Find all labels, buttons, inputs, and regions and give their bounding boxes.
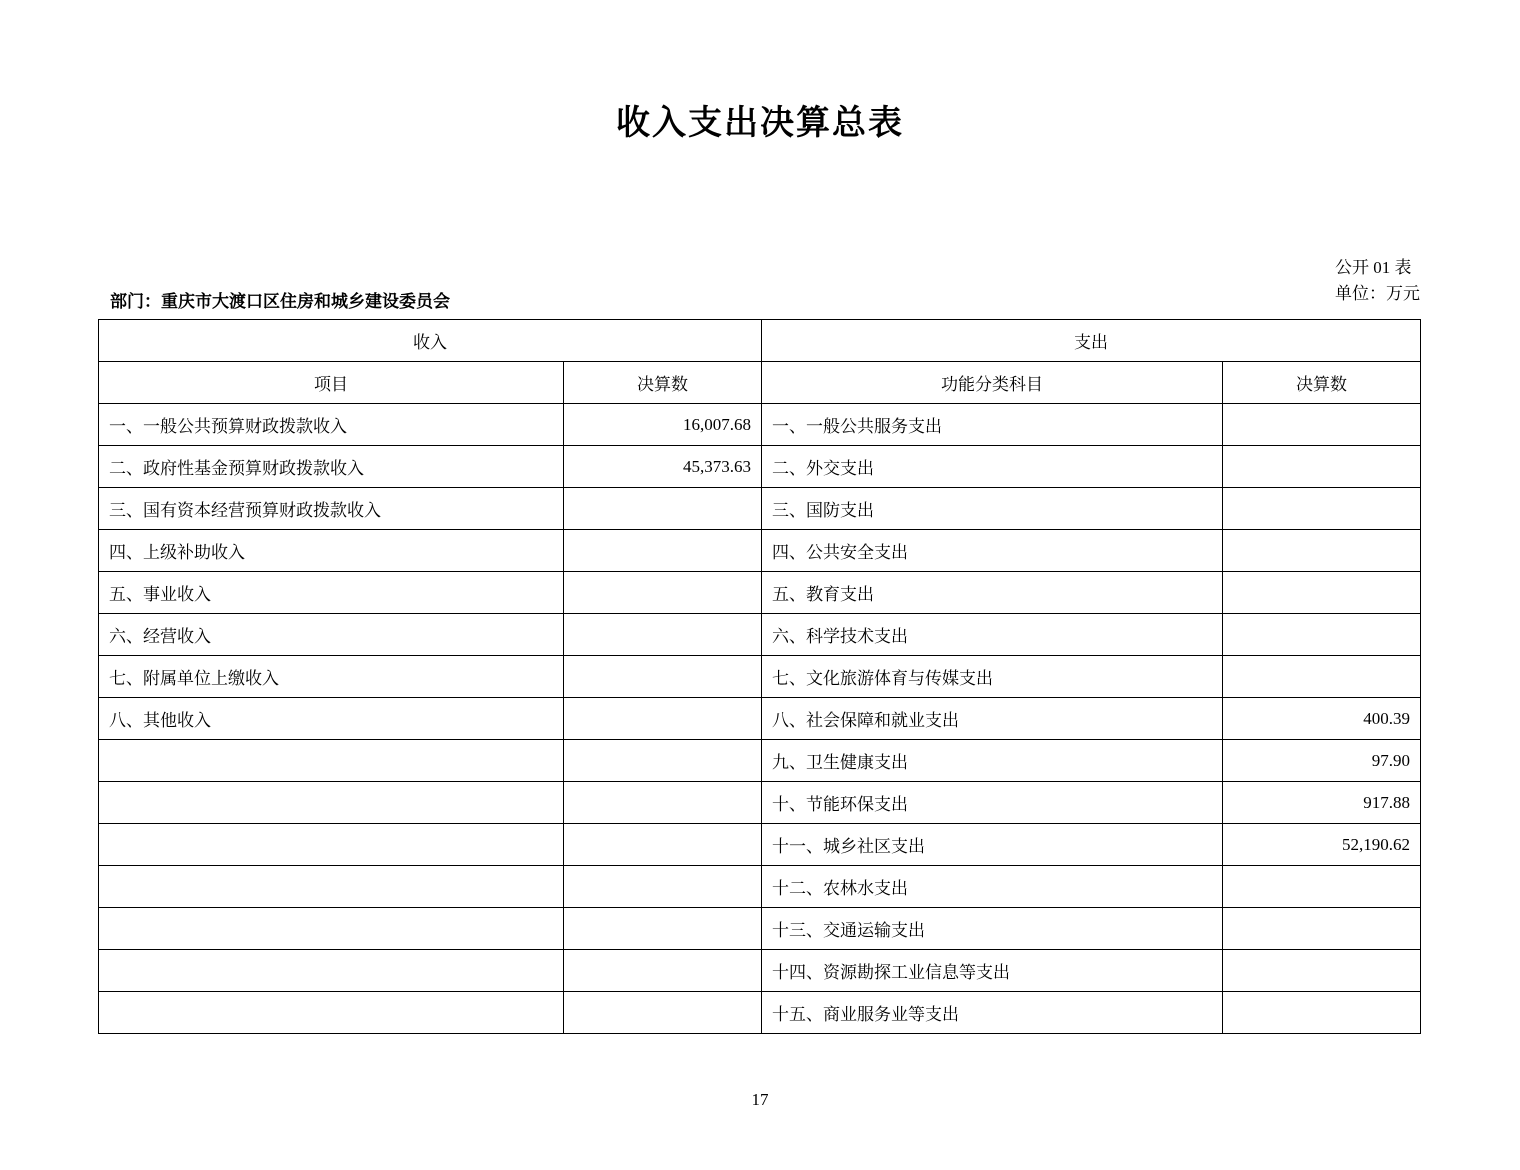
income-item-cell: 四、上级补助收入 (99, 530, 564, 572)
table-body (99, 404, 1421, 1034)
table-row (99, 950, 1421, 992)
table-row (99, 572, 1421, 614)
income-amount-cell: 45,373.63 (564, 446, 762, 488)
income-amount-cell (564, 572, 762, 614)
expenditure-item-cell: 二、外交支出 (762, 446, 1223, 488)
expenditure-amount-cell (1223, 572, 1421, 614)
expenditure-amount-cell: 97.90 (1223, 740, 1421, 782)
unit-note: 单位：万元 (1335, 284, 1420, 303)
income-amount-cell (564, 656, 762, 698)
income-item-cell: 五、事业收入 (99, 572, 564, 614)
income-item-cell: 六、经营收入 (99, 614, 564, 656)
income-item-cell: 七、附属单位上缴收入 (99, 656, 564, 698)
income-item-cell: 一、一般公共预算财政拨款收入 (99, 404, 564, 446)
expenditure-amount-cell (1223, 866, 1421, 908)
income-amount-cell (564, 698, 762, 740)
income-item-cell (99, 908, 564, 950)
form-meta (1335, 255, 1420, 307)
income-amount-cell (564, 782, 762, 824)
income-item-cell (99, 950, 564, 992)
header-income-item: 项目 (99, 362, 564, 404)
page-number: 17 (751, 1090, 769, 1109)
expenditure-amount-cell (1223, 614, 1421, 656)
header-income-amount: 决算数 (564, 362, 762, 404)
expenditure-item-cell: 十一、城乡社区支出 (762, 824, 1223, 866)
income-amount-cell (564, 950, 762, 992)
table-row (99, 824, 1421, 866)
income-item-cell: 三、国有资本经营预算财政拨款收入 (99, 488, 564, 530)
table-row (99, 656, 1421, 698)
table-row (99, 404, 1421, 446)
expenditure-amount-cell (1223, 992, 1421, 1034)
header-income-group: 收入 (99, 320, 762, 362)
budget-table (98, 319, 1421, 1034)
table-row (99, 530, 1421, 572)
table-row (99, 488, 1421, 530)
income-amount-cell (564, 614, 762, 656)
income-amount-cell: 16,007.68 (564, 404, 762, 446)
table-row (99, 614, 1421, 656)
expenditure-amount-cell: 917.88 (1223, 782, 1421, 824)
table-row (99, 698, 1421, 740)
expenditure-item-cell: 十、节能环保支出 (762, 782, 1223, 824)
header-expenditure-amount: 决算数 (1223, 362, 1421, 404)
expenditure-item-cell: 五、教育支出 (762, 572, 1223, 614)
expenditure-item-cell: 十四、资源勘探工业信息等支出 (762, 950, 1223, 992)
page-title: 收入支出决算总表 (616, 103, 904, 143)
income-item-cell: 八、其他收入 (99, 698, 564, 740)
expenditure-item-cell: 四、公共安全支出 (762, 530, 1223, 572)
expenditure-item-cell: 十五、商业服务业等支出 (762, 992, 1223, 1034)
expenditure-item-cell: 九、卫生健康支出 (762, 740, 1223, 782)
table-group-header-row (99, 320, 1421, 362)
income-amount-cell (564, 530, 762, 572)
income-amount-cell (564, 992, 762, 1034)
income-item-cell (99, 824, 564, 866)
expenditure-amount-cell (1223, 488, 1421, 530)
income-item-cell: 二、政府性基金预算财政拨款收入 (99, 446, 564, 488)
expenditure-item-cell: 三、国防支出 (762, 488, 1223, 530)
income-item-cell (99, 782, 564, 824)
header-expenditure-item: 功能分类科目 (762, 362, 1223, 404)
table-row (99, 446, 1421, 488)
department-line: 部门：重庆市大渡口区住房和城乡建设委员会 (110, 292, 450, 311)
table-row (99, 782, 1421, 824)
table-row (99, 992, 1421, 1034)
expenditure-amount-cell (1223, 908, 1421, 950)
table-head (99, 320, 1421, 404)
expenditure-item-cell: 六、科学技术支出 (762, 614, 1223, 656)
income-amount-cell (564, 866, 762, 908)
expenditure-item-cell: 八、社会保障和就业支出 (762, 698, 1223, 740)
header-expenditure-group: 支出 (762, 320, 1421, 362)
expenditure-item-cell: 一、一般公共服务支出 (762, 404, 1223, 446)
expenditure-item-cell: 七、文化旅游体育与传媒支出 (762, 656, 1223, 698)
income-item-cell (99, 740, 564, 782)
income-amount-cell (564, 824, 762, 866)
income-item-cell (99, 866, 564, 908)
income-item-cell (99, 992, 564, 1034)
income-amount-cell (564, 740, 762, 782)
expenditure-amount-cell (1223, 950, 1421, 992)
expenditure-item-cell: 十二、农林水支出 (762, 866, 1223, 908)
expenditure-item-cell: 十三、交通运输支出 (762, 908, 1223, 950)
expenditure-amount-cell: 52,190.62 (1223, 824, 1421, 866)
expenditure-amount-cell: 400.39 (1223, 698, 1421, 740)
form-number: 公开 01 表 (1335, 258, 1412, 277)
expenditure-amount-cell (1223, 446, 1421, 488)
expenditure-amount-cell (1223, 656, 1421, 698)
table-row (99, 740, 1421, 782)
expenditure-amount-cell (1223, 404, 1421, 446)
expenditure-amount-cell (1223, 530, 1421, 572)
income-amount-cell (564, 488, 762, 530)
table-column-header-row (99, 362, 1421, 404)
income-amount-cell (564, 908, 762, 950)
table-row (99, 908, 1421, 950)
document-page (0, 95, 1520, 1170)
table-row (99, 866, 1421, 908)
